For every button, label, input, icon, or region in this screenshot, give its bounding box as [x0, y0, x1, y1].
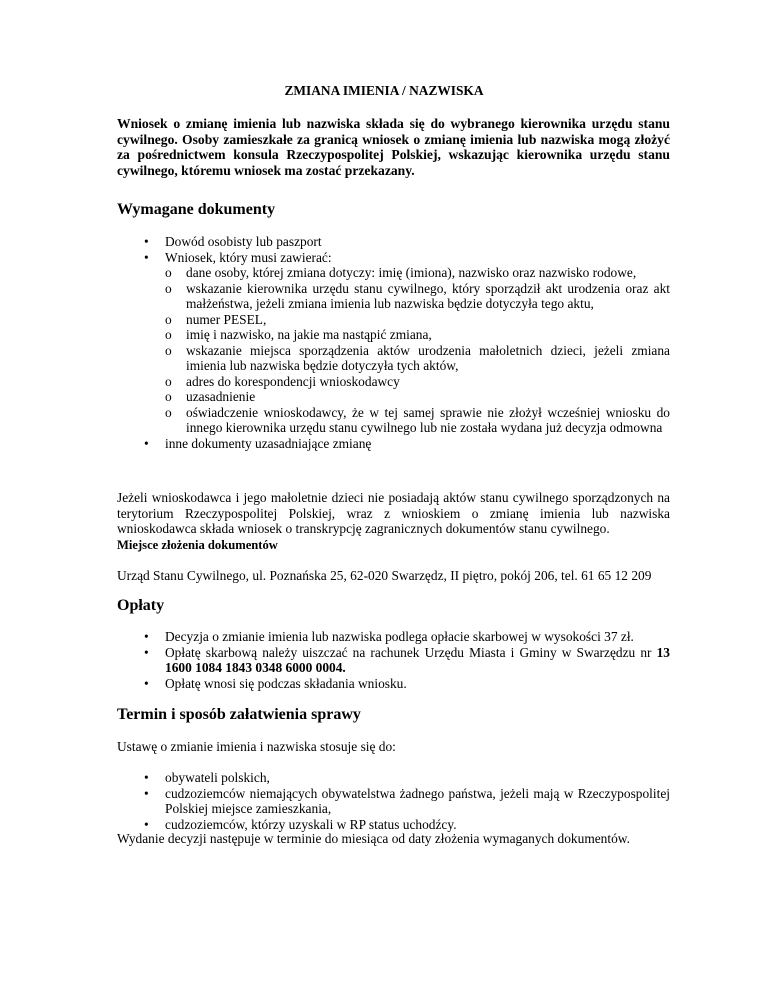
- closing-paragraph: Wydanie decyzji następuje w terminie do miesiąca od daty złożenia wymaganych dokumentów.: [117, 831, 630, 846]
- sub-list-item: o wskazanie miejsca sporządzenia aktów urodzenia małoletnich dzieci, jeżeli zmiana imienia lub nazwiska będzie dotyczyła tych aktów,: [165, 343, 670, 374]
- list-item: • cudzoziemców niemających obywatelstwa żadnego państwa, jeżeli mają w Rzeczypospolitej Polskiej miejsce zamieszkania,: [144, 786, 670, 817]
- list-item: [144, 250, 670, 436]
- list-item: [144, 645, 670, 676]
- list-item: • inne dokumenty uzasadniające zmianę: [144, 436, 670, 452]
- transcription-note: Jeżeli wnioskodawca i jego małoletnie dzieci nie posiadają aktów stanu cywilnego sporządzonych na terytorium Rzeczypospolitej Polskiej, wraz z wnioskiem o zmianę imienia lub nazwiska wnioskodawca składa wniosek o transkrypcję zagranicznych dokumentów stanu cywilnego.: [117, 490, 670, 536]
- bank-account-number: 13 1600 1084 1843 0348 6000 0004.: [165, 644, 670, 675]
- sub-list-item: o wskazanie kierownika urzędu stanu cywilnego, który sporządził akt urodzenia oraz akt małżeństwa, jeżeli zmiana imienia lub nazwiska będzie dotyczyła tego aktu,: [165, 281, 670, 312]
- list-item: • Dowód osobisty lub paszport: [144, 234, 670, 250]
- account-prefix: Opłatę skarbową należy uiszczać na rachunek Urzędu Miasta i Gminy w Swarzędzu nr: [165, 644, 652, 660]
- list-item-label: Wniosek, który musi zawierać:: [165, 249, 332, 265]
- office-address: Urząd Stanu Cywilnego, ul. Poznańska 25, 62-020 Swarzędz, II piętro, pokój 206, tel. 61 65 12 209: [117, 568, 652, 583]
- sub-list-item: o adres do korespondencji wnioskodawcy: [165, 374, 670, 390]
- page-title: ZMIANA IMIENIA / NAZWISKA: [284, 83, 484, 98]
- list-item: • cudzoziemców, którzy uzyskali w RP status uchodźcy.: [144, 817, 670, 833]
- sub-list-item: o numer PESEL,: [165, 312, 670, 328]
- place-heading: Miejsce złożenia dokumentów: [117, 538, 278, 552]
- fees-heading: Opłaty: [117, 597, 165, 614]
- list-item: • Opłatę wnosi się podczas składania wniosku.: [144, 676, 670, 692]
- intro-paragraph: Wniosek o zmianę imienia lub nazwiska składa się do wybranego kierownika urzędu stanu cywilnego. Osoby zamieszkałe za granicą wniosek o zmianę imienia lub nazwiska mogą złożyć za pośrednictwem konsula Rzeczypospolitej Polskiej, wskazując kierownika urzędu stanu cywilnego, któremu wniosek ma zostać przekazany.: [117, 116, 670, 178]
- sub-list-item: o dane osoby, której zmiana dotyczy: imię (imiona), nazwisko oraz nazwisko rodowe,: [165, 265, 670, 281]
- sub-list-item: o uzasadnienie: [165, 389, 670, 405]
- fees-list: [144, 629, 670, 691]
- list-item: • obywateli polskich,: [144, 770, 670, 786]
- documents-heading: Wymagane dokumenty: [117, 201, 276, 218]
- terms-heading: Termin i sposób załatwienia sprawy: [117, 706, 361, 723]
- terms-list: [144, 770, 670, 832]
- sub-list-item: o imię i nazwisko, na jakie ma nastąpić zmiana,: [165, 327, 670, 343]
- documents-list: [144, 234, 670, 451]
- sub-list-item: o oświadczenie wnioskodawcy, że w tej samej sprawie nie złożył wcześniej wniosku do innego kierownika urzędu stanu cywilnego lub nie została wydana już decyzja odmowna: [165, 405, 670, 436]
- sub-list: [165, 265, 670, 436]
- list-item: • Decyzja o zmianie imienia lub nazwiska podlega opłacie skarbowej w wysokości 37 zł.: [144, 629, 670, 645]
- terms-lead: Ustawę o zmianie imienia i nazwiska stosuje się do:: [117, 739, 396, 754]
